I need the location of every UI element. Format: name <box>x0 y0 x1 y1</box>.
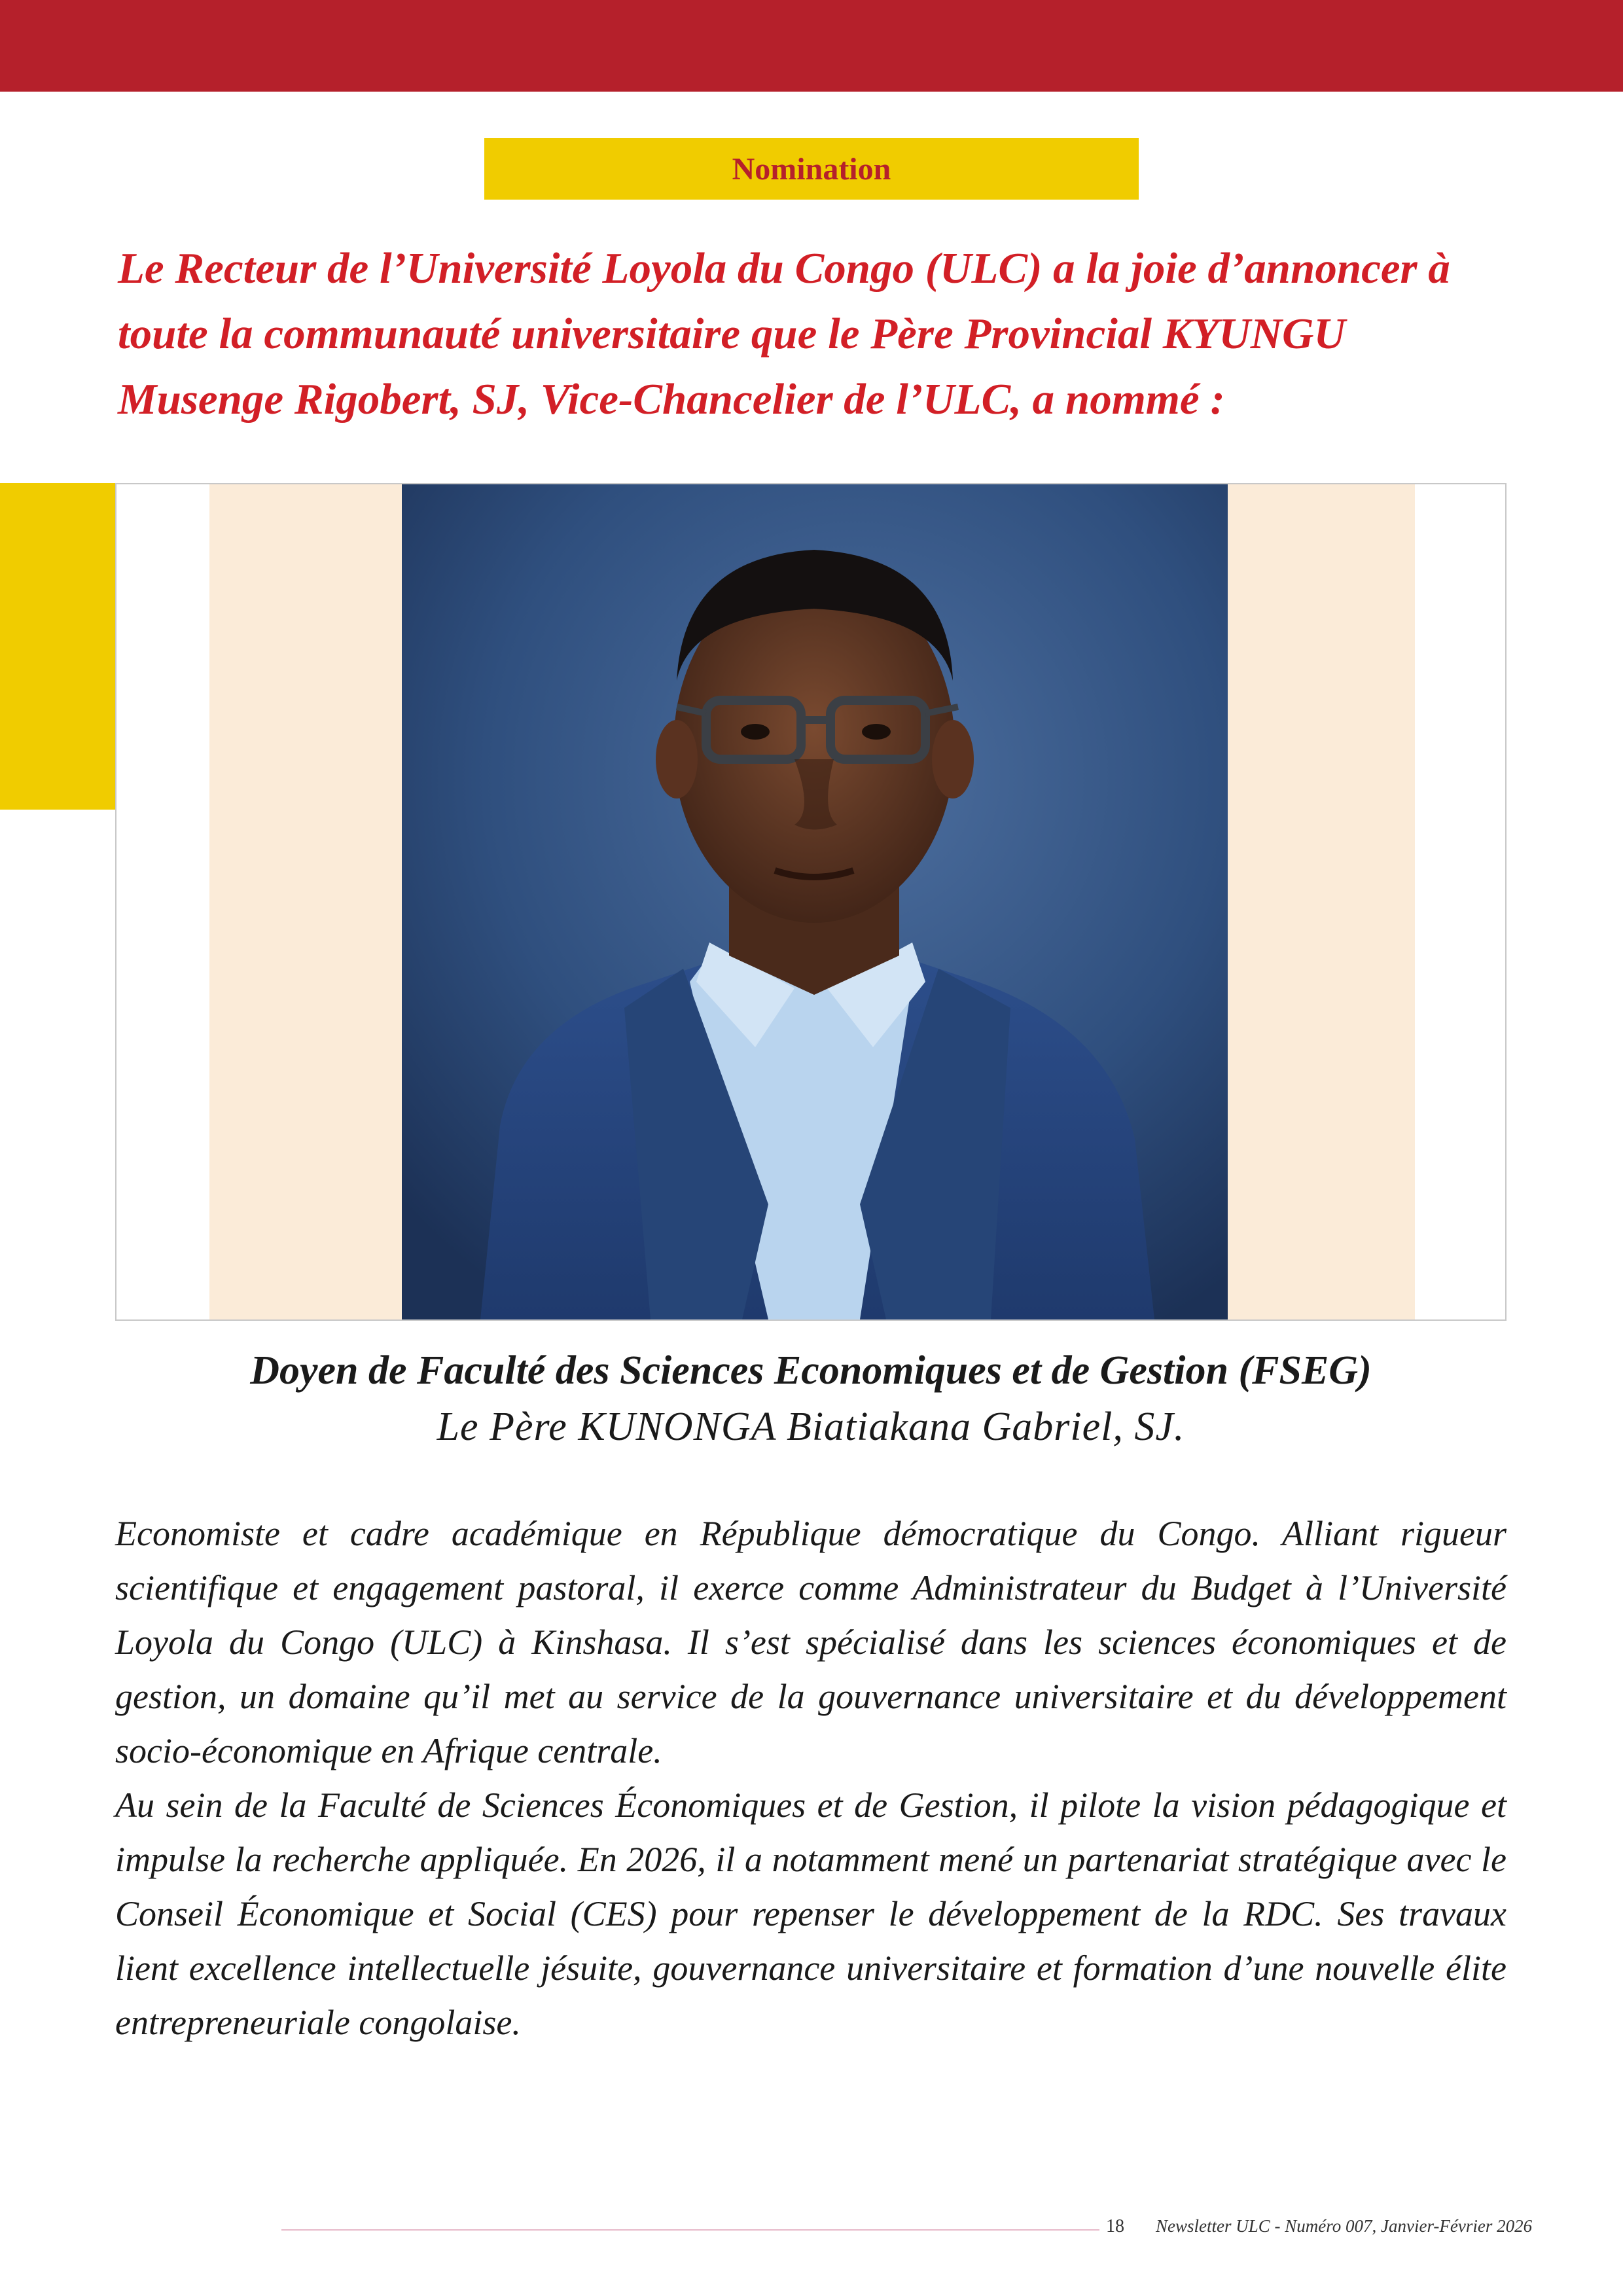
portrait-photo <box>402 484 1228 1319</box>
page-number: 18 <box>1106 2216 1124 2236</box>
section-badge <box>484 138 1139 200</box>
biography <box>115 1507 1507 2050</box>
portrait-frame <box>115 483 1507 1321</box>
section-label: Nomination <box>732 151 891 187</box>
appointee-name: Le Père KUNONGA Biatiakana Gabriel, SJ. <box>437 1405 1185 1449</box>
appointment-title: Doyen de Faculté des Sciences Economiques et de Gestion (FSEG) <box>250 1348 1372 1393</box>
biography-paragraph: Economiste et cadre académique en République démocratique du Congo. Alliant rigueur scientifique et engagement pastoral, il exerce comme Administrateur du Budget à l’Université Loyola du Congo (ULC) à Kinshasa. Il s’est spécialisé dans les sciences économiques et de gestion, un domaine qu’il met au service de la gouvernance universitaire et du développement socio-économique en Afrique centrale. <box>115 1514 1507 1770</box>
footer-publication: Newsletter ULC - Numéro 007, Janvier-Février 2026 <box>1156 2216 1533 2236</box>
intro-announcement: Le Recteur de l’Université Loyola du Congo (ULC) a la joie d’annoncer à toute la communauté universitaire que le Père Provincial KYUNGU Musenge Rigobert, SJ, Vice-Chancelier de l’ULC, a nommé : <box>118 244 1450 423</box>
footer-divider <box>281 2229 1099 2231</box>
biography-paragraph: Au sein de la Faculté de Sciences Économiques et de Gestion, il pilote la vision pédagogique et impulse la recherche appliquée. En 2026, il a notamment mené un partenariat stratégique avec le Conseil Économique et Social (CES) pour repenser le développement de la RDC. Ses travaux lient excellence intellectuelle jésuite, gouvernance universitaire et formation d’une nouvelle élite entrepreneuriale congolaise. <box>115 1785 1507 2042</box>
side-accent-bar <box>0 483 115 810</box>
top-banner <box>0 0 1623 92</box>
